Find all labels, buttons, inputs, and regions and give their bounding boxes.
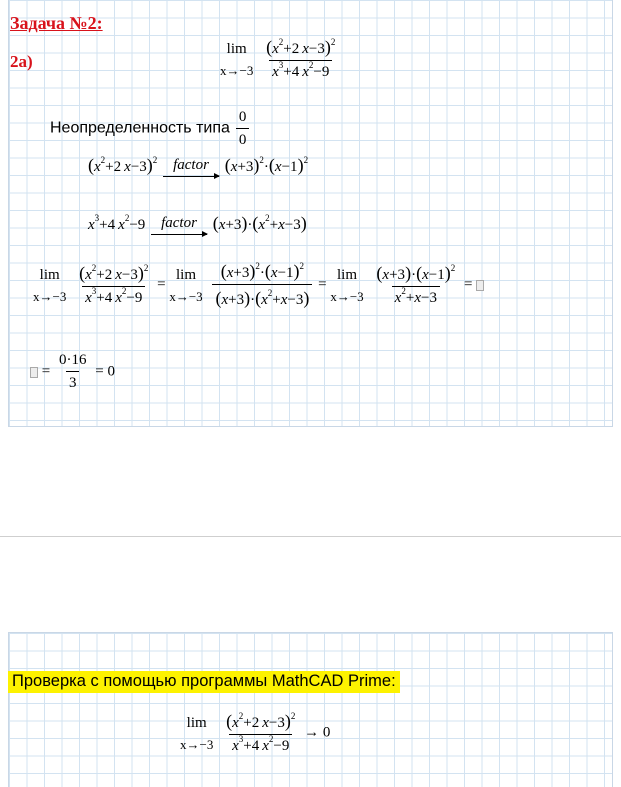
limit-point: x→−3	[330, 288, 364, 304]
fraction-numerator: ($x^2+2$ x−3)$^2$	[266, 37, 336, 57]
lim-word: lim	[226, 40, 247, 57]
limit-operator	[33, 268, 66, 303]
limit-point: x→−3	[169, 288, 203, 304]
evaluation-numerator: 0·16	[58, 352, 87, 368]
factor-keyword: factor	[161, 215, 197, 232]
uncertainty-line	[50, 110, 251, 148]
uncertainty-text: Неопределенность типа	[50, 119, 230, 137]
factor-keyword: factor	[173, 157, 209, 174]
limit-chain-expression[interactable]	[33, 262, 484, 308]
equals-sign: =	[95, 363, 104, 380]
factor-denominator-expression[interactable]: $x^3+4$ $x^2-9$ factor $(x+3)\cdot(x^2+x-3)$	[88, 214, 307, 235]
tends-arrow: →	[304, 724, 320, 741]
uncertainty-num: 0	[238, 109, 247, 125]
lim-word: lim	[176, 266, 197, 283]
page-separator	[0, 536, 621, 537]
limit-fraction: $\frac{(x+3)\cdot(x-1)^2}{x^2+x-3}$	[376, 263, 456, 306]
factor-numerator-expression[interactable]: ($x^2+2$ x−3)$^2$ factor $(x+3)^2\cdot(x-1)^2$	[88, 156, 308, 177]
subtask-label: 2а)	[10, 52, 33, 71]
evaluation-result: 0	[107, 363, 115, 380]
evaluation-expression[interactable]	[30, 353, 115, 391]
limit-fraction	[263, 38, 338, 80]
result-placeholder[interactable]	[476, 280, 484, 291]
factor-arrow	[163, 158, 219, 177]
limit-fraction: $\frac{(x^2+2 x-3)^2}{x^3+4 x^2-9}$	[226, 711, 296, 754]
fraction-denominator: $x^3+4$ $x^2-9$	[269, 60, 332, 80]
limit-expression[interactable]	[220, 38, 340, 80]
verification-label: Проверка с помощью программы MathCAD Prime:	[8, 671, 400, 693]
task-title: Задача №2:	[10, 13, 103, 33]
lim-word: lim	[186, 714, 207, 731]
lim-word: lim	[39, 266, 60, 283]
worksheet-region-check	[8, 632, 613, 787]
equals-sign: =	[157, 276, 166, 293]
verification-result: 0	[322, 724, 331, 741]
factor-arrow	[151, 216, 207, 235]
equals-sign: =	[463, 276, 473, 293]
equals-sign: =	[318, 276, 327, 293]
limit-operator	[169, 268, 202, 303]
uncertainty-fraction	[236, 110, 250, 148]
limit-operator	[180, 716, 213, 751]
limit-point: x→−3	[33, 288, 67, 304]
uncertainty-den: 0	[236, 128, 250, 148]
arrow-line	[163, 176, 219, 177]
limit-operator	[330, 268, 363, 303]
input-placeholder[interactable]	[30, 367, 38, 378]
limit-point: x→−3	[180, 736, 214, 752]
evaluation-fraction	[56, 353, 90, 391]
limit-fraction: $\frac{(x+3)^2\cdot(x-1)^2}{(x+3)\cdot(x^2+x-3)}$	[212, 262, 312, 308]
limit-point: x→−3	[220, 62, 254, 78]
verification-expression[interactable]	[180, 712, 330, 754]
arrow-line	[151, 234, 207, 235]
equals-sign: =	[41, 363, 51, 380]
lim-word: lim	[336, 266, 357, 283]
evaluation-denominator: 3	[66, 371, 80, 391]
limit-operator	[220, 42, 253, 77]
limit-fraction: $\frac{(x^2+2 x-3)^2}{x^3+4 x^2-9}$	[79, 263, 149, 306]
